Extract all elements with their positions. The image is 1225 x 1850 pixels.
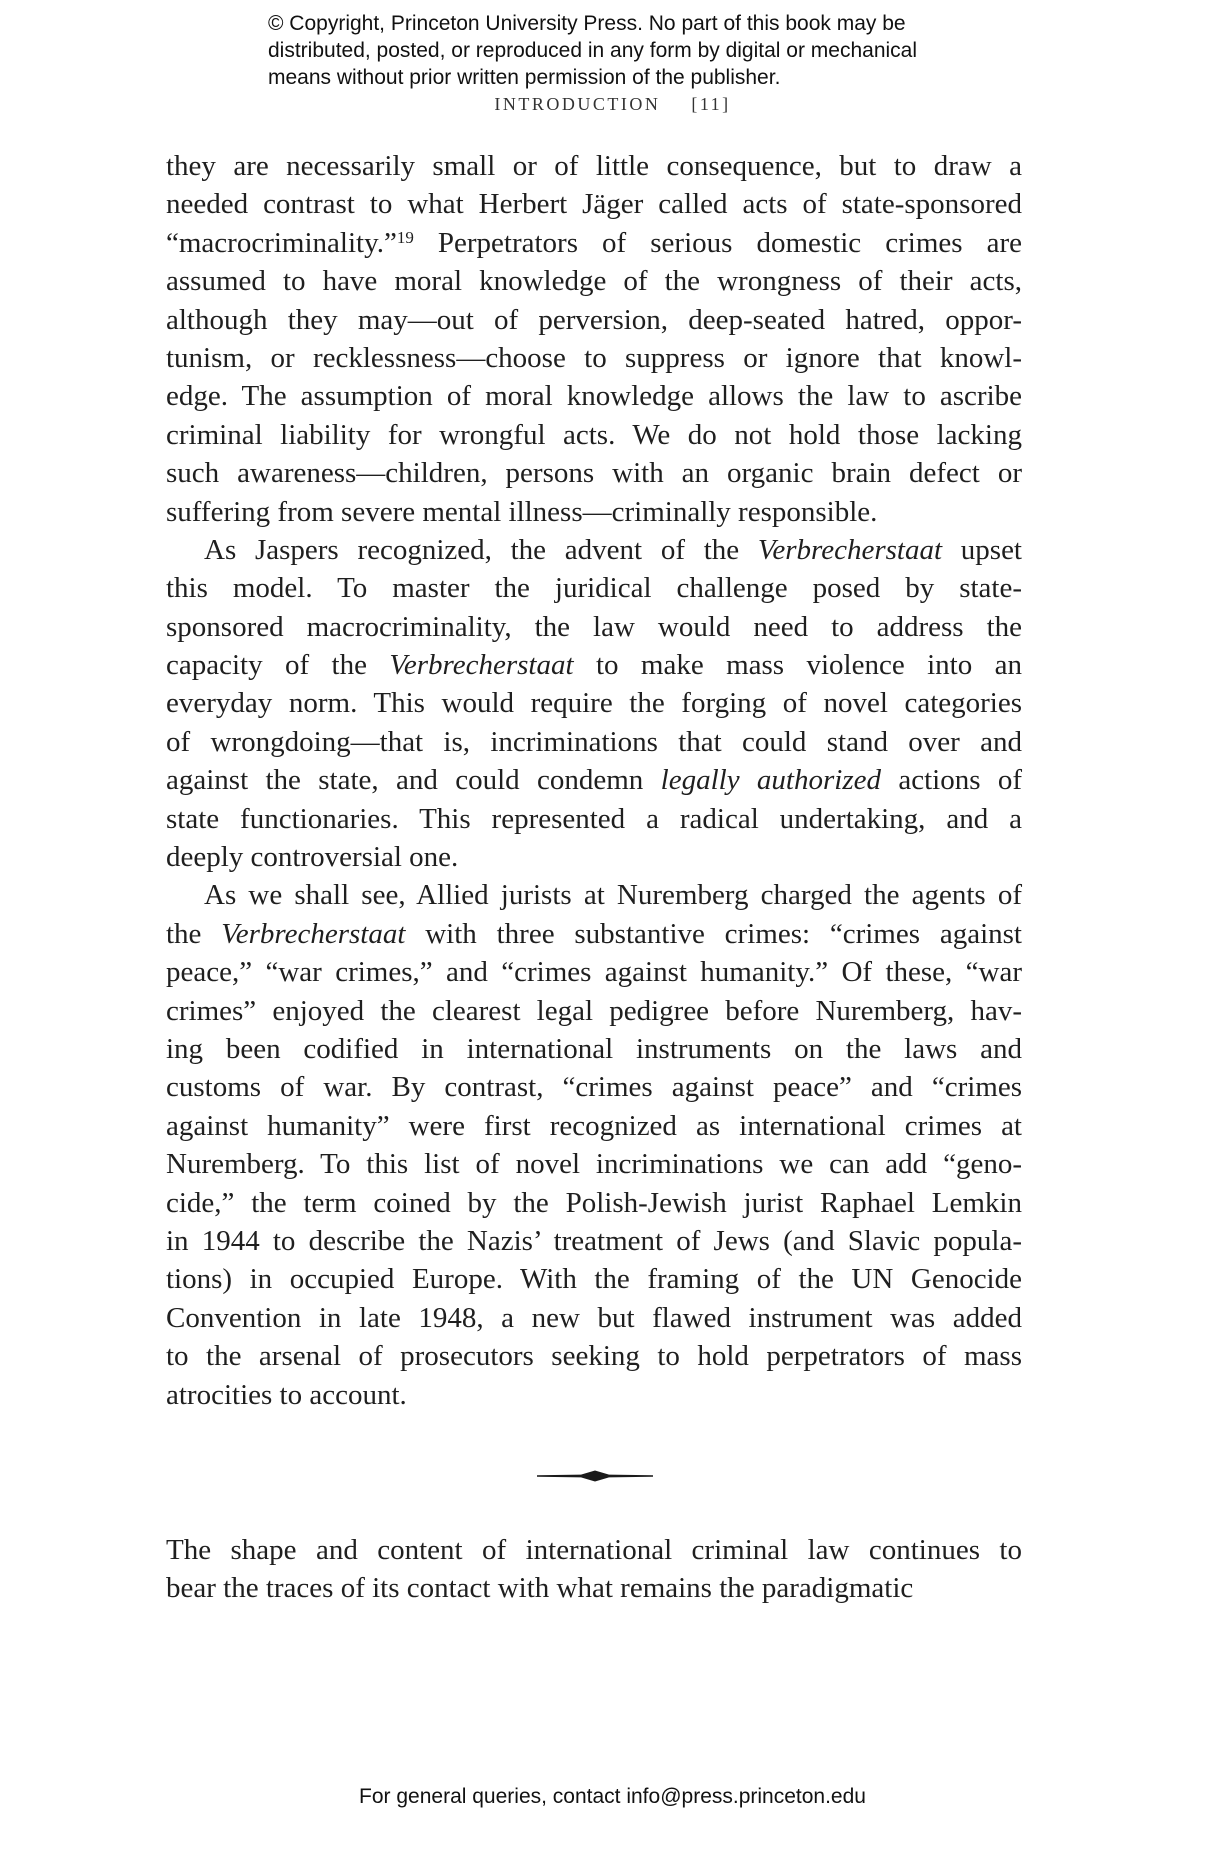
text-segment: although they may—out of perversion, deep-seated hatred, oppor- xyxy=(166,303,1022,336)
text-line xyxy=(166,1376,1022,1414)
text-segment: this model. To master the juridical challenge posed by state- xyxy=(166,572,1022,605)
text-segment: such awareness—children, persons with an organic brain defect or xyxy=(166,457,1022,490)
text-line xyxy=(166,1068,1022,1106)
footer-contact: For general queries, contact info@press.princeton.edu xyxy=(359,1785,866,1808)
text-segment: everyday norm. This would require the forging of novel categories xyxy=(166,687,1022,720)
text-segment: Nuremberg. To this list of novel incriminations we can add “geno- xyxy=(166,1148,1022,1181)
text-line xyxy=(166,723,1022,761)
page-number: [11] xyxy=(691,94,731,114)
text-line xyxy=(166,185,1022,223)
text-line xyxy=(166,761,1022,799)
text-segment: they are necessarily small or of little consequence, but to draw a xyxy=(166,150,1022,182)
text-line xyxy=(166,800,1022,838)
text-line xyxy=(166,454,1022,492)
text-line xyxy=(166,416,1022,454)
text-line xyxy=(166,1222,1022,1260)
body-text xyxy=(166,147,1022,1414)
text-segment: edge. The assumption of moral knowledge allows the law to ascribe xyxy=(166,380,1022,413)
text-line xyxy=(166,1145,1022,1183)
text-segment: to the arsenal of prosecutors seeking to hold perpetrators of mass xyxy=(166,1340,1022,1373)
text-segment: deeply controversial one. xyxy=(166,841,459,874)
text-line xyxy=(166,493,1022,531)
text-line xyxy=(166,915,1022,953)
text-line xyxy=(166,992,1022,1030)
text-segment: state functionaries. This represented a radical undertaking, and a xyxy=(166,802,1022,835)
text-line xyxy=(166,377,1022,415)
text-line xyxy=(166,1260,1022,1298)
text-line xyxy=(166,1299,1022,1337)
text-segment: actions of xyxy=(880,764,1022,797)
text-segment: As we shall see, Allied jurists at Nuremberg charged the agents of xyxy=(204,879,1022,912)
italic-text: Verbrecherstaat xyxy=(757,533,943,566)
text-segment: atrocities to account. xyxy=(166,1378,407,1411)
text-line xyxy=(166,684,1022,722)
paragraph xyxy=(166,876,1022,1413)
text-segment: upset xyxy=(942,533,1022,566)
running-head xyxy=(0,94,1225,115)
text-segment: criminal liability for wrongful acts. We do not hold those lacking xyxy=(166,418,1022,451)
running-head-section: INTRODUCTION xyxy=(494,94,661,114)
italic-text: Verbrecherstaat xyxy=(221,917,406,950)
text-segment: the xyxy=(166,917,222,950)
italic-text: Verbrecherstaat xyxy=(389,649,574,682)
text-line xyxy=(166,1569,1022,1607)
text-segment: assumed to have moral knowledge of the wrongness of their acts, xyxy=(166,265,1022,298)
text-segment: needed contrast to what Herbert Jäger called acts of state-sponsored xyxy=(166,188,1022,221)
italic-text: legally authorized xyxy=(660,764,881,797)
text-line xyxy=(166,1030,1022,1068)
text-line xyxy=(166,569,1022,607)
text-line xyxy=(166,339,1022,377)
text-segment: tunism, or recklessness—choose to suppress or ignore that knowl- xyxy=(166,341,1022,374)
text-line xyxy=(166,147,1022,185)
copyright-notice xyxy=(268,10,917,91)
text-segment: with three substantive crimes: “crimes against xyxy=(405,917,1022,950)
paragraph xyxy=(166,147,1022,531)
text-line xyxy=(166,646,1022,684)
text-line xyxy=(166,876,1022,914)
text-line xyxy=(166,224,1022,262)
text-line xyxy=(166,262,1022,300)
text-segment: tions) in occupied Europe. With the framing of the UN Genocide xyxy=(166,1263,1022,1296)
text-segment: Perpetrators of serious domestic crimes are xyxy=(413,226,1022,259)
text-segment: The shape and content of international criminal law continues to xyxy=(166,1534,1022,1566)
text-segment: sponsored macrocriminality, the law would need to address the xyxy=(166,610,1022,643)
text-line xyxy=(166,1531,1022,1569)
text-segment: suffering from severe mental illness—criminally responsible. xyxy=(166,495,878,528)
text-line xyxy=(166,838,1022,876)
text-segment: against the state, and could condemn xyxy=(166,764,661,797)
text-line xyxy=(166,608,1022,646)
text-segment: As Jaspers recognized, the advent of the xyxy=(204,533,758,566)
section-break-ornament-icon xyxy=(537,1468,653,1489)
paragraph-after-break xyxy=(166,1531,1022,1608)
text-line xyxy=(166,953,1022,991)
text-segment: Convention in late 1948, a new but flawed instrument was added xyxy=(166,1301,1022,1334)
text-segment: customs of war. By contrast, “crimes against peace” and “crimes xyxy=(166,1071,1022,1104)
text-segment: crimes” enjoyed the clearest legal pedigree before Nuremberg, hav- xyxy=(166,994,1022,1027)
text-segment: to make mass violence into an xyxy=(573,649,1022,682)
text-segment: bear the traces of its contact with what remains the paradigmatic xyxy=(166,1572,914,1605)
text-segment: “macrocriminality.” xyxy=(166,226,397,259)
text-segment: in 1944 to describe the Nazis’ treatment of Jews (and Slavic popula- xyxy=(166,1224,1022,1257)
text-line xyxy=(166,301,1022,339)
text-line xyxy=(166,531,1022,569)
text-segment: of wrongdoing—that is, incriminations that could stand over and xyxy=(166,725,1022,758)
copyright-line: © Copyright, Princeton University Press. No part of this book may be xyxy=(268,12,906,35)
text-segment: capacity of the xyxy=(166,649,390,682)
copyright-line: distributed, posted, or reproduced in any form by digital or mechanical xyxy=(268,39,918,62)
text-segment: cide,” the term coined by the Polish-Jewish jurist Raphael Lemkin xyxy=(166,1186,1022,1219)
text-line xyxy=(166,1184,1022,1222)
copyright-line: means without prior written permission of the publisher. xyxy=(268,66,781,89)
text-segment: ing been codified in international instruments on the laws and xyxy=(166,1032,1022,1065)
text-segment: peace,” “war crimes,” and “crimes against humanity.” Of these, “war xyxy=(166,956,1022,989)
text-segment: against humanity” were first recognized as international crimes at xyxy=(166,1109,1022,1142)
text-line xyxy=(166,1337,1022,1375)
footnote-ref[interactable]: 19 xyxy=(396,227,414,247)
text-line xyxy=(166,1107,1022,1145)
paragraph xyxy=(166,531,1022,877)
